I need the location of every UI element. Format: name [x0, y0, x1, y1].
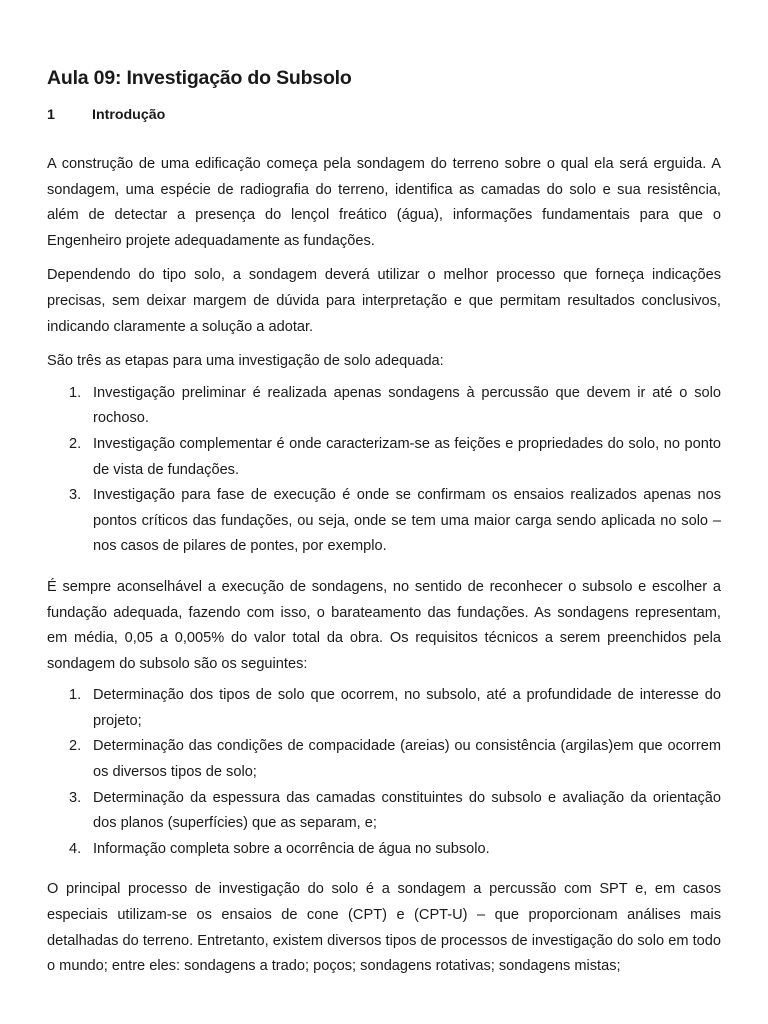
- list-item-text: Determinação das condições de compacidade (areias) ou consistência (argilas)em que ocorrem os diversos tipos de solo;: [93, 738, 721, 781]
- list-item: [47, 837, 721, 863]
- list-item-text: Determinação dos tipos de solo que ocorrem, no subsolo, até a profundidade de interesse do projeto;: [93, 687, 721, 729]
- list-item: [47, 483, 721, 560]
- paragraph-soil-type: Dependendo do tipo solo, a sondagem deverá utilizar o melhor processo que forneça indicações precisas, sem deixar margem de dúvida para interpretação e que permitam resultados conclusivos, indicando claramente a solução a adotar.: [47, 267, 721, 335]
- list-item: [47, 432, 721, 483]
- list-item: [47, 683, 721, 734]
- list-marker: 1.: [69, 384, 82, 401]
- section-heading: [47, 105, 721, 125]
- stages-list: [47, 381, 721, 560]
- paragraph-stages-lead: São três as etapas para uma investigação de solo adequada:: [47, 353, 444, 370]
- list-item-text: Determinação da espessura das camadas constituintes do subsolo e avaliação da orientação dos planos (superfícies) que as separam, e;: [93, 789, 721, 832]
- list-marker: 3.: [69, 789, 82, 806]
- paragraph-recommendation: É sempre aconselhável a execução de sondagens, no sentido de reconhecer o subsolo e escolher a fundação adequada, fazendo com isso, o barateamento das fundações. As sondagens representam, em média, 0,05 a 0,005% do valor total da obra. Os requisitos técnicos a serem preenchidos pela sondagem do subsolo são os seguintes:: [47, 578, 721, 672]
- list-marker: 2.: [69, 738, 82, 755]
- list-item-text: Investigação preliminar é realizada apenas sondagens à percussão que devem ir até o solo rochoso.: [93, 384, 721, 427]
- section-number: 1: [47, 107, 55, 123]
- list-item: [47, 786, 721, 837]
- list-item: [47, 381, 721, 432]
- list-item-text: Investigação para fase de execução é onde se confirmam os ensaios realizados apenas nos pontos críticos das fundações, ou seja, onde se tem uma maior carga sendo aplicada no solo – nos casos de pilares de pontes, por exemplo.: [93, 487, 721, 555]
- list-marker: 2.: [69, 435, 82, 452]
- section-title: Introdução: [92, 107, 166, 123]
- list-marker: 4.: [69, 840, 82, 857]
- requirements-list: [47, 683, 721, 862]
- list-item-text: Investigação complementar é onde caracterizam-se as feições e propriedades do solo, no ponto de vista de fundações.: [93, 435, 721, 478]
- paragraph-intro: A construção de uma edificação começa pela sondagem do terreno sobre o qual ela será erguida. A sondagem, uma espécie de radiografia do terreno, identifica as camadas do solo e sua resistência, além de detectar a presença do lençol freático (água), informações fundamentais para que o Engenheiro projete adequadamente as fundações.: [47, 156, 721, 249]
- list-marker: 3.: [69, 487, 82, 504]
- paragraph-main-process: O principal processo de investigação do solo é a sondagem a percussão com SPT e, em casos especiais utilizam-se os ensaios de cone (CPT) e (CPT-U) – que proporcionam análises mais detalhadas do terreno. Entretanto, existem diversos tipos de processos de investigação do solo em todo o mundo; entre eles: sondagens a trado; poços; sondagens rotativas; sondagens mistas;: [47, 881, 721, 975]
- list-item: [47, 734, 721, 785]
- page-title: Aula 09: Investigação do Subsolo: [47, 67, 352, 89]
- list-item-text: Informação completa sobre a ocorrência de água no subsolo.: [93, 840, 490, 857]
- list-marker: 1.: [69, 687, 82, 704]
